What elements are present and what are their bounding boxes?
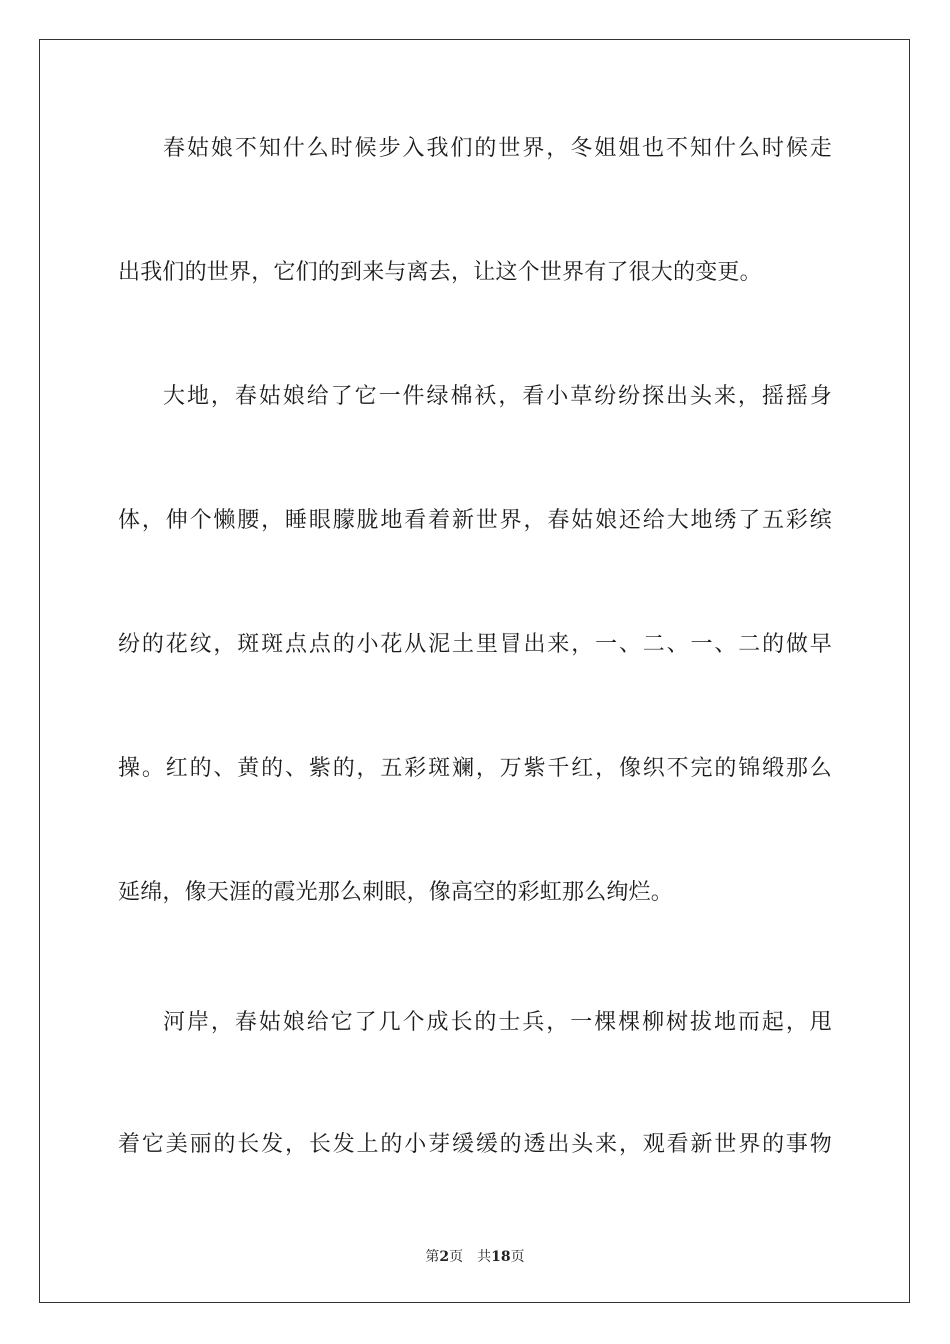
page-border <box>39 39 910 1303</box>
current-page-number: 2 <box>439 1249 450 1265</box>
paragraph-line: 大地，春姑娘给了它一件绿棉袄，看小草纷纷探出头来，摇摇身 <box>163 384 832 409</box>
total-pages-number: 18 <box>491 1249 511 1265</box>
paragraph-line: 纷的花纹，斑斑点点的小花从泥土里冒出来，一、二、一、二的做早 <box>118 632 832 657</box>
paragraph-line: 延绵，像天涯的霞光那么刺眼，像高空的彩虹那么绚烂。 <box>118 880 674 905</box>
paragraph-line: 操。红的、黄的、紫的，五彩斑斓，万紫千红，像织不完的锦缎那么 <box>118 756 832 781</box>
paragraph-line: 河岸，春姑娘给它了几个成长的士兵，一棵棵柳树拔地而起，甩 <box>163 1010 832 1035</box>
footer-middle: 页 共 <box>449 1249 492 1265</box>
footer-suffix: 页 <box>510 1249 525 1265</box>
page-footer <box>0 1248 950 1266</box>
paragraph-line: 体，伸个懒腰，睡眼朦胧地看着新世界，春姑娘还给大地绣了五彩缤 <box>118 508 832 533</box>
paragraph-line: 春姑娘不知什么时候步入我们的世界，冬姐姐也不知什么时候走 <box>163 136 832 161</box>
paragraph-line: 着它美丽的长发，长发上的小芽缓缓的透出头来，观看新世界的事物 <box>118 1132 832 1157</box>
footer-prefix: 第 <box>425 1249 440 1265</box>
paragraph-line: 出我们的世界，它们的到来与离去，让这个世界有了很大的变更。 <box>118 260 762 285</box>
